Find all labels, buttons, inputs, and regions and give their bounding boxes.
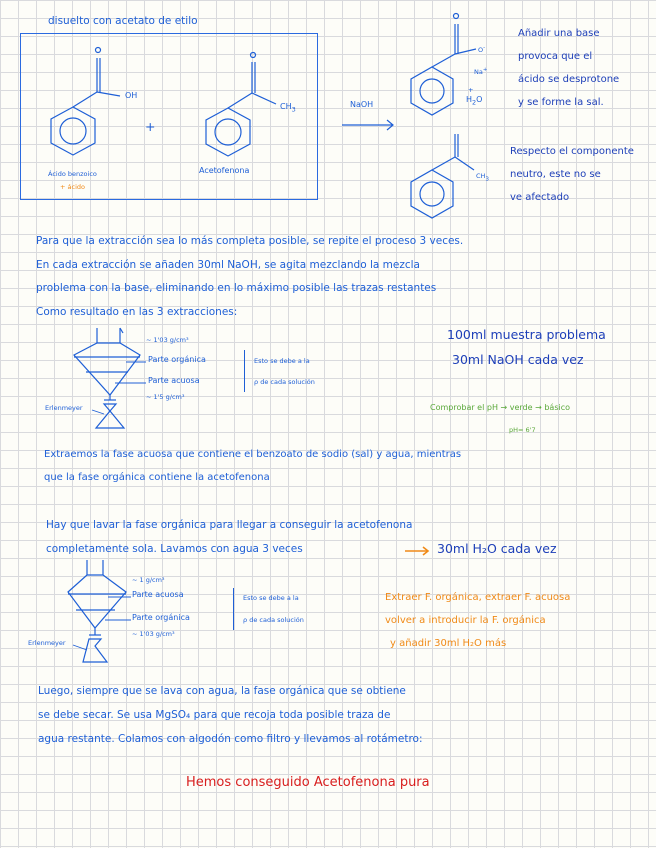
benzoic-ring-circle xyxy=(60,118,86,144)
funnel1-density-top: ~ 1'03 g/cm³ xyxy=(146,336,189,344)
funnel2-reason-2: ρ de cada solución xyxy=(243,616,304,624)
funnel2-layer-bottom: Parte orgánica xyxy=(132,613,190,622)
funnel2-flask-label: Erlenmeyer xyxy=(28,639,66,647)
sodium-label: Na+ xyxy=(474,67,488,77)
funnel1-layer-bottom: Parte acuosa xyxy=(148,376,200,385)
aqueous-phase-paragraph: Extraemos la fase acuosa que contiene el benzoato de sodio (sal) y agua, mientras que la fase orgánica contiene la acetofenona xyxy=(44,449,462,483)
water-label: $H_2O$ xyxy=(466,95,483,107)
product-ch3-label: $CH_3$ xyxy=(476,172,489,183)
funnel2-density-bottom: ~ 1'03 g/cm³ xyxy=(132,630,175,638)
drying-paragraph: Luego, siempre que se lava con agua, la fase orgánica que se obtiene se debe secar. Se usa MgSO₄ para que recoja toda posible traza de agua restante. Colamos con algodón como filtro y llevamos al rotámetro: xyxy=(38,685,423,745)
wash-volume: 30ml H₂O cada vez xyxy=(437,541,557,556)
conclusion: Hemos conseguido Acetofenona pura xyxy=(186,775,430,790)
funnel1-flask xyxy=(96,411,124,428)
neutral-ring xyxy=(411,170,453,218)
sample-volume: 100ml muestra problema xyxy=(447,327,606,342)
benzoic-ring xyxy=(51,107,95,155)
washing-paragraph: Hay que lavar la fase orgánica para llegar a conseguir la acetofenona completamente sola. Lavamos con agua 3 veces xyxy=(46,519,413,555)
naoh-reagent: NaOH xyxy=(350,100,374,109)
extraction-steps-note: Extraer F. orgánica, extraer F. acuosa volver a introducir la F. orgánica y añadir 30ml H₂O más xyxy=(385,592,571,649)
pointer-flask-1 xyxy=(92,410,104,414)
benzoate-bond xyxy=(432,54,455,67)
salt-note: Añadir una base provoca que el ácido se desprotone y se forme la sal. xyxy=(518,28,620,108)
ch3-label: $CH_3$ xyxy=(280,102,296,114)
funnel2-flask xyxy=(83,639,107,662)
funnel1-flask-label: Erlenmeyer xyxy=(45,404,83,412)
acetophenone-oxygen xyxy=(251,53,256,58)
pointer-flask-2 xyxy=(73,645,87,650)
funnel1-reason-2: ρ de cada solución xyxy=(254,378,315,386)
naoh-volume: 30ml NaOH cada vez xyxy=(452,352,584,367)
neutral-ring-circle xyxy=(420,182,444,206)
ph-check: Comprobar el pH → verde → básico xyxy=(430,403,570,412)
neutral-methyl-bond xyxy=(455,157,474,170)
extraction-paragraph: Para que la extracción sea lo más completa posible, se repite el proceso 3 veces. En cada extracción se añaden 30ml NaOH, se agita mezclando la mezcla problema con la base, eliminando en lo máximo posible las trazas restantes Como resultado en las 3 extracciones: xyxy=(36,235,464,318)
acetophenone-label: Acetofenona xyxy=(199,166,250,175)
methyl-bond xyxy=(252,93,276,104)
acetophenone-ring xyxy=(206,108,250,156)
funnel1-layer-top: Parte orgánica xyxy=(148,355,206,364)
neutral-note: Respecto el componente neutro, este no se ve afectado xyxy=(510,146,634,203)
funnel1-density-bottom: ~ 1'5 g/cm³ xyxy=(146,393,185,401)
benzoate-ring xyxy=(411,67,453,115)
carboxylate-o-label: O- xyxy=(478,45,486,55)
benzoate-oxygen xyxy=(454,14,459,19)
funnel1-flask-neck xyxy=(104,404,116,411)
benzoic-acid-sublabel: + ácido xyxy=(60,183,85,191)
oh-label: OH xyxy=(125,91,138,100)
acetophenone-ring-circle xyxy=(215,119,241,145)
benzoic-acid-label: Ácido benzoico xyxy=(48,170,97,178)
funnel1-brace xyxy=(244,350,245,392)
oh-bond xyxy=(97,92,120,96)
funnel2-layer-top: Parte acuosa xyxy=(132,590,184,599)
funnel1-reason-1: Esto se debe a la xyxy=(254,357,310,365)
neutral-bond xyxy=(432,157,455,170)
benzoic-oxygen xyxy=(96,48,101,53)
ph-value: pH= 6'7 xyxy=(509,426,536,434)
water-plus: + xyxy=(468,86,474,94)
benzoate-ring-circle xyxy=(420,79,444,103)
funnel2-reason-1: Esto se debe a la xyxy=(243,594,299,602)
funnel1-body xyxy=(74,343,140,395)
plus-sign: + xyxy=(145,119,156,134)
funnel2-brace xyxy=(233,588,234,630)
solvent-header: disuelto con acetato de etilo xyxy=(48,15,198,27)
benzoic-bond xyxy=(73,92,97,107)
acetophenone-bond xyxy=(228,93,252,108)
funnel2-density-top: ~ 1 g/cm³ xyxy=(132,576,165,584)
